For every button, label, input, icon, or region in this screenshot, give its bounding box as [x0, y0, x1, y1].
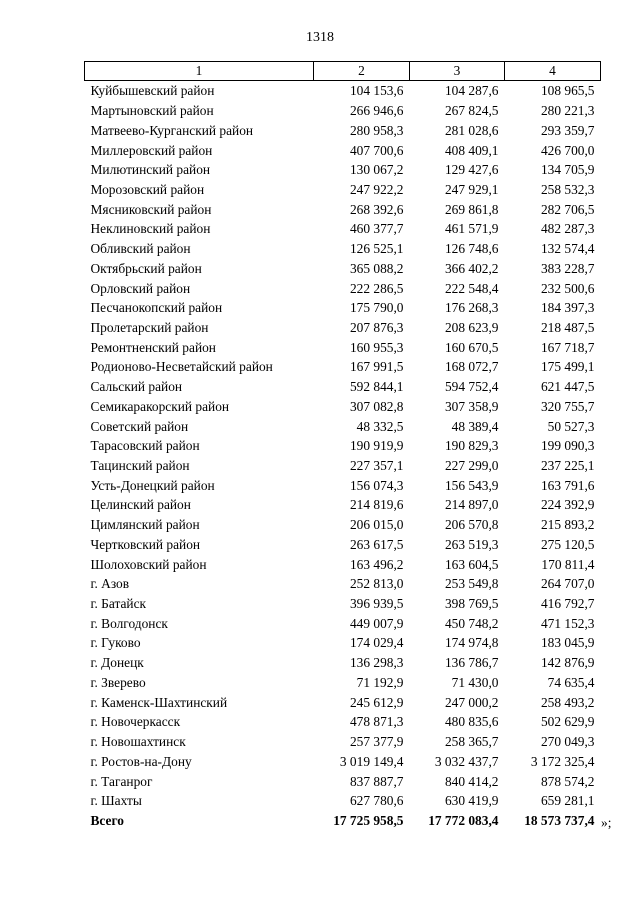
value-col4-cell: 184 397,3 [540, 300, 595, 316]
value-col2-cell: 627 780,6 [349, 793, 404, 809]
value-col2-cell: 396 939,5 [349, 596, 404, 612]
district-name-cell: г. Новочеркасск [90, 714, 181, 730]
value-col3-cell: 176 268,3 [444, 300, 499, 316]
table-row [85, 239, 601, 259]
table-row [85, 160, 601, 180]
district-name-cell: Орловский район [90, 280, 191, 296]
district-name-cell: г. Донецк [90, 655, 144, 671]
value-col3-cell: 104 287,6 [444, 83, 499, 99]
value-col2-cell: 307 082,8 [349, 398, 404, 414]
table-header-row [85, 62, 601, 81]
value-col4-cell: 3 172 325,4 [530, 753, 595, 769]
value-col3-cell: 269 861,8 [444, 201, 499, 217]
value-col2-cell: 478 871,3 [349, 714, 404, 730]
value-col4-cell: 215 893,2 [540, 517, 595, 533]
value-col3-cell: 247 929,1 [444, 181, 499, 197]
district-name-cell: Целинский район [90, 497, 191, 513]
value-col2-cell: 206 015,0 [349, 517, 404, 533]
district-name-cell: Сальский район [90, 379, 183, 395]
value-col4-cell: 502 629,9 [540, 714, 595, 730]
value-col2-cell: 592 844,1 [349, 379, 404, 395]
value-col3-cell: 263 519,3 [444, 536, 499, 552]
value-col2-cell: 3 019 149,4 [339, 753, 404, 769]
district-name-cell: Шолоховский район [90, 556, 207, 572]
column-header-1: 1 [85, 62, 314, 81]
table-row [85, 456, 601, 476]
column-header-2: 2 [314, 62, 410, 81]
value-col4-cell: 621 447,5 [540, 379, 595, 395]
value-col4-cell: 275 120,5 [540, 536, 595, 552]
value-col3-cell: 129 427,6 [444, 162, 499, 178]
value-col3-cell: 206 570,8 [444, 517, 499, 533]
value-col3-cell: 594 752,4 [444, 379, 499, 395]
table-row [85, 357, 601, 377]
value-col4-cell: 142 876,9 [540, 655, 595, 671]
value-col4-cell: 383 228,7 [540, 260, 595, 276]
district-name-cell: г. Волгодонск [90, 615, 168, 631]
table-row [85, 199, 601, 219]
value-col3-cell: 258 365,7 [444, 734, 499, 750]
district-name-cell: Тарасовский район [90, 438, 200, 454]
table-row [85, 751, 601, 771]
value-col3-cell: 480 835,6 [444, 714, 499, 730]
table-row [85, 515, 601, 535]
table-row [85, 81, 601, 101]
value-col2-cell: 190 919,9 [349, 438, 404, 454]
value-col2-cell: 104 153,6 [349, 83, 404, 99]
value-col3-cell: 267 824,5 [444, 103, 499, 119]
value-col3-cell: 190 829,3 [444, 438, 499, 454]
value-col3-cell: 174 974,8 [444, 635, 499, 651]
district-name-cell: Всего [90, 812, 124, 828]
table-body [85, 81, 601, 831]
district-name-cell: Матвеево-Курганский район [90, 122, 254, 138]
value-col3-cell: 408 409,1 [444, 142, 499, 158]
table-row [85, 554, 601, 574]
value-col4-cell: 134 705,9 [540, 162, 595, 178]
district-name-cell: Семикаракорский район [90, 398, 230, 414]
value-col4-cell: 18 573 737,4 [524, 812, 595, 828]
value-col2-cell: 837 887,7 [349, 773, 404, 789]
value-col4-cell: 224 392,9 [540, 497, 595, 513]
table-row [85, 771, 601, 791]
value-col4-cell: 163 791,6 [540, 477, 595, 493]
table-row [85, 653, 601, 673]
budget-table [84, 61, 601, 830]
district-name-cell: Миллеровский район [90, 142, 213, 158]
table-row [85, 633, 601, 653]
value-col4-cell: 482 287,3 [540, 221, 595, 237]
district-name-cell: Морозовский район [90, 181, 205, 197]
value-col4-cell: 320 755,7 [540, 398, 595, 414]
table-row [85, 475, 601, 495]
district-name-cell: Октябрьский район [90, 260, 202, 276]
value-col2-cell: 227 357,1 [349, 458, 404, 474]
value-col2-cell: 160 955,3 [349, 339, 404, 355]
district-name-cell: Милютинский район [90, 162, 211, 178]
value-col3-cell: 156 543,9 [444, 477, 499, 493]
district-name-cell: Пролетарский район [90, 319, 209, 335]
district-name-cell: Неклиновский район [90, 221, 211, 237]
value-col4-cell: 258 493,2 [540, 694, 595, 710]
district-name-cell: г. Каменск-Шахтинский [90, 694, 228, 710]
value-col2-cell: 207 876,3 [349, 319, 404, 335]
district-name-cell: Куйбышевский район [90, 83, 215, 99]
value-col2-cell: 280 958,3 [349, 122, 404, 138]
total-row [85, 811, 601, 831]
table-row [85, 120, 601, 140]
value-col2-cell: 48 332,5 [356, 418, 404, 434]
value-col2-cell: 222 286,5 [349, 280, 404, 296]
value-col2-cell: 460 377,7 [349, 221, 404, 237]
table-row [85, 436, 601, 456]
value-col3-cell: 208 623,9 [444, 319, 499, 335]
table-row [85, 692, 601, 712]
value-col2-cell: 130 067,2 [349, 162, 404, 178]
value-col2-cell: 247 922,2 [349, 181, 404, 197]
value-col3-cell: 126 748,6 [444, 241, 499, 257]
value-col2-cell: 365 088,2 [349, 260, 404, 276]
district-name-cell: Мясниковский район [90, 201, 212, 217]
table-row [85, 377, 601, 397]
value-col2-cell: 17 725 958,5 [333, 812, 404, 828]
value-col4-cell: 282 706,5 [540, 201, 595, 217]
value-col2-cell: 175 790,0 [349, 300, 404, 316]
value-col3-cell: 48 389,4 [451, 418, 499, 434]
value-col2-cell: 214 819,6 [349, 497, 404, 513]
column-header-3: 3 [410, 62, 505, 81]
value-col2-cell: 174 029,4 [349, 635, 404, 651]
value-col2-cell: 167 991,5 [349, 359, 404, 375]
value-col3-cell: 247 000,2 [444, 694, 499, 710]
value-col3-cell: 163 604,5 [444, 556, 499, 572]
value-col3-cell: 227 299,0 [444, 458, 499, 474]
value-col4-cell: 416 792,7 [540, 596, 595, 612]
table-row [85, 416, 601, 436]
table-row [85, 180, 601, 200]
value-col4-cell: 108 965,5 [540, 83, 595, 99]
table-row [85, 594, 601, 614]
value-col3-cell: 168 072,7 [444, 359, 499, 375]
value-col4-cell: 258 532,3 [540, 181, 595, 197]
table-row [85, 495, 601, 515]
table-row [85, 673, 601, 693]
value-col2-cell: 156 074,3 [349, 477, 404, 493]
value-col4-cell: 175 499,1 [540, 359, 595, 375]
value-col3-cell: 307 358,9 [444, 398, 499, 414]
district-name-cell: г. Таганрог [90, 773, 153, 789]
value-col4-cell: 264 707,0 [540, 576, 595, 592]
value-col4-cell: 280 221,3 [540, 103, 595, 119]
table-row [85, 574, 601, 594]
table-row [85, 258, 601, 278]
column-header-4: 4 [505, 62, 601, 81]
value-col2-cell: 266 946,6 [349, 103, 404, 119]
value-col4-cell: 50 527,3 [547, 418, 595, 434]
table-row [85, 613, 601, 633]
value-col2-cell: 71 192,9 [356, 674, 404, 690]
value-col4-cell: 878 574,2 [540, 773, 595, 789]
table-row [85, 337, 601, 357]
value-col4-cell: 199 090,3 [540, 438, 595, 454]
value-col3-cell: 222 548,4 [444, 280, 499, 296]
value-col4-cell: 74 635,4 [547, 674, 595, 690]
table-row [85, 318, 601, 338]
district-name-cell: Цимлянский район [90, 517, 200, 533]
district-name-cell: Мартыновский район [90, 103, 214, 119]
value-col4-cell: 232 500,6 [540, 280, 595, 296]
table-row [85, 791, 601, 811]
district-name-cell: Усть-Донецкий район [90, 477, 215, 493]
table-row [85, 101, 601, 121]
district-name-cell: Родионово-Несветайский район [90, 359, 273, 375]
value-col3-cell: 214 897,0 [444, 497, 499, 513]
value-col4-cell: 132 574,4 [540, 241, 595, 257]
value-col2-cell: 136 298,3 [349, 655, 404, 671]
value-col2-cell: 245 612,9 [349, 694, 404, 710]
district-name-cell: г. Азов [90, 576, 130, 592]
table-row [85, 140, 601, 160]
value-col3-cell: 840 414,2 [444, 773, 499, 789]
value-col2-cell: 407 700,6 [349, 142, 404, 158]
value-col2-cell: 257 377,9 [349, 734, 404, 750]
district-name-cell: Чертковский район [90, 536, 201, 552]
value-col3-cell: 281 028,6 [444, 122, 499, 138]
value-col3-cell: 3 032 437,7 [434, 753, 499, 769]
district-name-cell: Советский район [90, 418, 189, 434]
table-row [85, 535, 601, 555]
value-col3-cell: 366 402,2 [444, 260, 499, 276]
value-col4-cell: 170 811,4 [541, 556, 595, 572]
value-col3-cell: 398 769,5 [444, 596, 499, 612]
value-col2-cell: 163 496,2 [349, 556, 404, 572]
value-col4-cell: 167 718,7 [540, 339, 595, 355]
value-col3-cell: 253 549,8 [444, 576, 499, 592]
closing-mark: »; [601, 815, 612, 830]
district-name-cell: г. Новошахтинск [90, 734, 186, 750]
value-col4-cell: 270 049,3 [540, 734, 595, 750]
value-col2-cell: 263 617,5 [349, 536, 404, 552]
value-col2-cell: 126 525,1 [349, 241, 404, 257]
table-row [85, 732, 601, 752]
table-row [85, 397, 601, 417]
table-row [85, 712, 601, 732]
district-name-cell: Обливский район [90, 241, 191, 257]
value-col4-cell: 218 487,5 [540, 319, 595, 335]
value-col2-cell: 449 007,9 [349, 615, 404, 631]
district-name-cell: Ремонтненский район [90, 339, 216, 355]
value-col4-cell: 293 359,7 [540, 122, 595, 138]
value-col2-cell: 268 392,6 [349, 201, 404, 217]
value-col2-cell: 252 813,0 [349, 576, 404, 592]
value-col3-cell: 160 670,5 [444, 339, 499, 355]
district-name-cell: г. Ростов-на-Дону [90, 753, 192, 769]
value-col4-cell: 659 281,1 [540, 793, 595, 809]
district-name-cell: г. Батайск [90, 596, 147, 612]
district-name-cell: Тацинский район [90, 458, 190, 474]
value-col3-cell: 136 786,7 [444, 655, 499, 671]
value-col3-cell: 461 571,9 [444, 221, 499, 237]
district-name-cell: Песчанокопский район [90, 300, 223, 316]
value-col3-cell: 450 748,2 [444, 615, 499, 631]
district-name-cell: г. Зверево [90, 674, 146, 690]
value-col4-cell: 237 225,1 [540, 458, 595, 474]
table-row [85, 219, 601, 239]
table-row [85, 278, 601, 298]
value-col3-cell: 630 419,9 [444, 793, 499, 809]
table-row [85, 298, 601, 318]
value-col3-cell: 17 772 083,4 [428, 812, 499, 828]
value-col4-cell: 426 700,0 [540, 142, 595, 158]
district-name-cell: г. Гуково [90, 635, 141, 651]
value-col4-cell: 471 152,3 [540, 615, 595, 631]
value-col4-cell: 183 045,9 [540, 635, 595, 651]
page-number: 1318 [306, 30, 334, 45]
district-name-cell: г. Шахты [90, 793, 142, 809]
value-col3-cell: 71 430,0 [451, 674, 499, 690]
